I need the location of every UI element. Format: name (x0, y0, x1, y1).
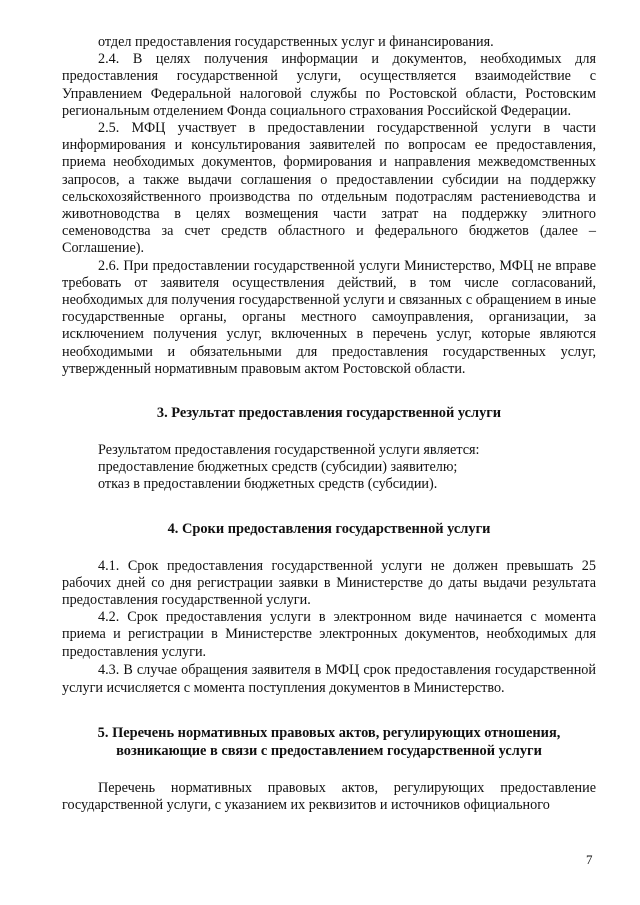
spacer (62, 698, 596, 724)
spacer (62, 422, 596, 442)
section-5-heading-line-2: возникающие в связи с предоставлением государственной услуги (116, 742, 542, 759)
paragraph-4-2: 4.2. Срок предоставления услуги в электронном виде начинается с момента приема и регистрации в Министерстве электронных документов, необходимых для предоставления услуги. (62, 609, 596, 660)
section-3-line-2: предоставление бюджетных средств (субсидии) заявителю; (98, 459, 458, 476)
section-3-line-1: Результатом предоставления государственной услуги является: (98, 442, 480, 459)
page-number: 7 (586, 852, 593, 867)
paragraph-5-intro: Перечень нормативных правовых актов, регулирующих предоставление государственной услуги, с указанием их реквизитов и источников официального (62, 779, 596, 814)
paragraph-4-1: 4.1. Срок предоставления государственной услуги не должен превышать 25 рабочих дней со дня регистрации заявки в Министерстве до даты выдачи результата предоставления государственной услуги. (62, 557, 596, 609)
section-3-heading: 3. Результат предоставления государственной услуги (156, 405, 502, 422)
spacer (62, 760, 596, 780)
paragraph-2-6: 2.6. При предоставлении государственной услуги Министерство, МФЦ не вправе требовать от заявителя осуществления действий, в том числе согласований, необходимых для получения государственной услуги и связанных с обращением в иные государственные органы, органы местного самоуправления, организации, за исключением получения услуг, включенных в перечень услуг, которые являются необходимыми и обязательными для предоставления государственных услуг, утвержденный нормативным правовым актом Ростовской области. (62, 257, 596, 377)
paragraph-2-5: 2.5. МФЦ участвует в предоставлении государственной услуги в части информирования и консультирования заявителей по вопросам ее предоставления, приема необходимых документов, формирования и направления межведомственных запросов, а также выдачи соглашения о предоставлении субсидии на поддержку сельскохозяйственного производства по отдельным подотраслям растениеводства и животноводства в целях возмещения части затрат на поддержку элитного семеноводства за счет средств областного и федерального бюджетов (далее – Соглашение). (62, 120, 596, 257)
document-body (62, 34, 596, 814)
paragraph-4-3: 4.3. В случае обращения заявителя в МФЦ срок предоставления государственной услуги исчисляется с момента поступления документов в Министерство. (62, 661, 596, 697)
spacer (62, 538, 596, 558)
section-5-heading-line-1: 5. Перечень нормативных правовых актов, регулирующих отношения, (97, 724, 561, 741)
spacer (62, 378, 596, 404)
section-3-line-3: отказ в предоставлении бюджетных средств (субсидии). (98, 476, 438, 493)
paragraph-2-4: 2.4. В целях получения информации и документов, необходимых для предоставления государственной услуги, осуществляется взаимодействие с Управлением Федеральной налоговой службы по Ростовской области, Ростовским региональным отделением Фонда социального страхования Российской Федерации. (62, 51, 596, 119)
paragraph-continuation: отдел предоставления государственных услуг и финансирования. (98, 34, 494, 50)
section-4-heading: 4. Сроки предоставления государственной услуги (167, 520, 491, 537)
spacer (62, 494, 596, 520)
